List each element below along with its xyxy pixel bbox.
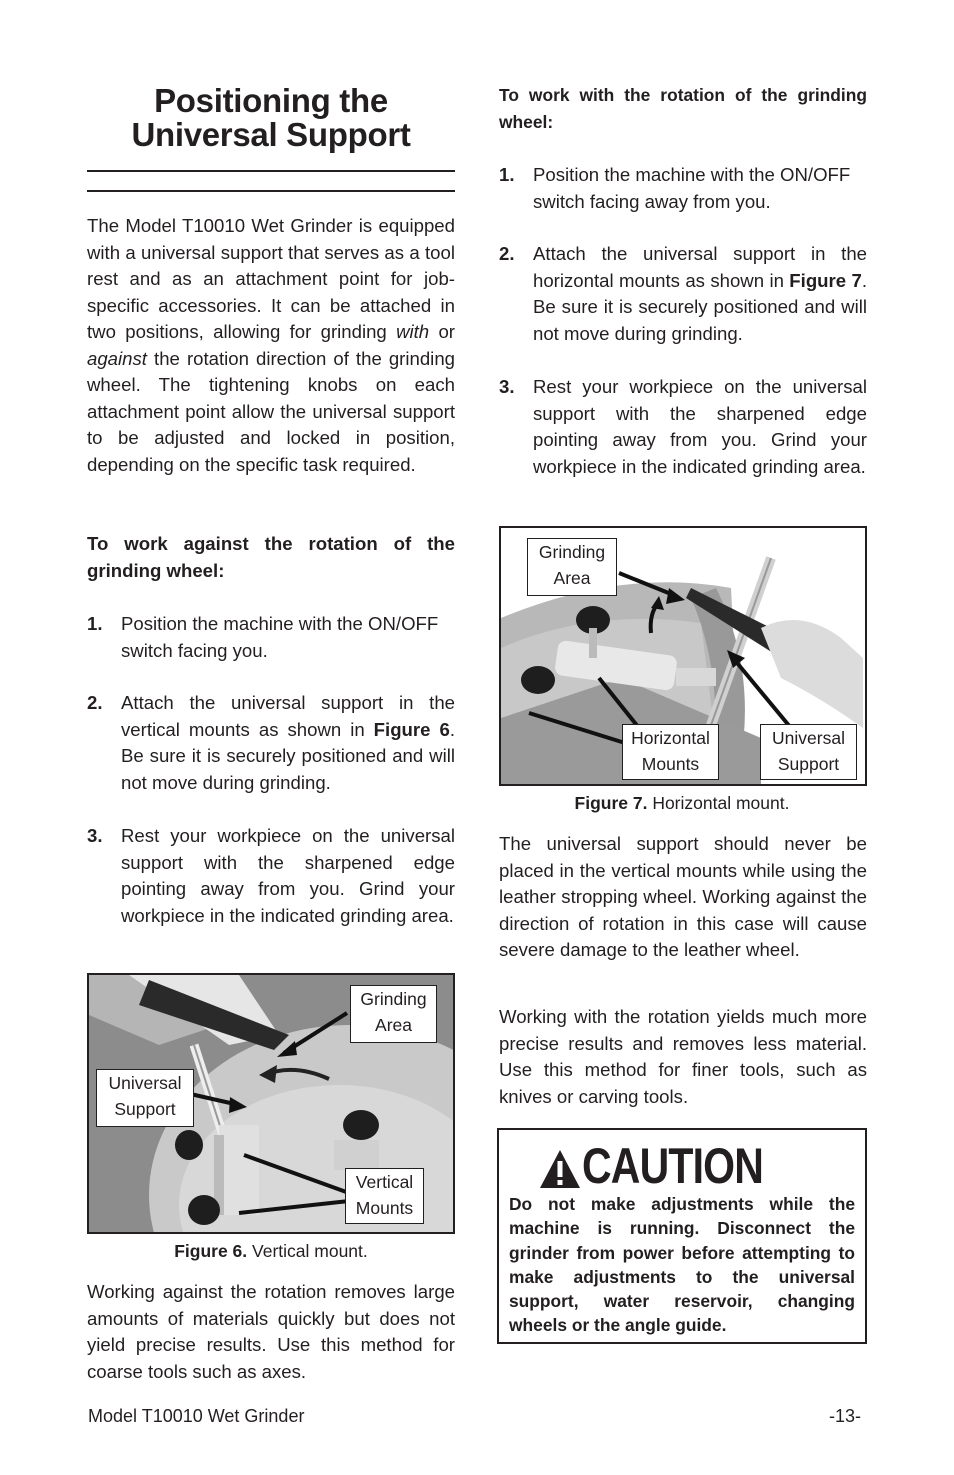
figure-7-photo <box>499 526 867 786</box>
warning-triangle-icon <box>539 1148 581 1190</box>
callout-universal-support: Universal Support <box>96 1069 194 1127</box>
figure-6-photo <box>87 973 455 1234</box>
caution-text: Do not make adjustments while the machine is running. Disconnect the grinder from power before attempting to make adjustments to the universal support, water reservoir, changing wheels or the angle guide. <box>509 1194 855 1336</box>
intro-paragraph: The Model T10010 Wet Grinder is equipped with a universal support that serves as a tool rest and as an attachment point for job-specific accessories. It can be attached in two positions, allowing for grinding with or against the rotation direction of the grinding wheel. The tightening knobs on each attachment point allow the universal support to be adjusted and locked in position, depending on the specific task required. <box>87 215 455 475</box>
against-heading: To work against the rotation of the grinding wheel: <box>87 533 455 581</box>
figure-7-caption: Figure 7. Horizontal mount. <box>574 793 790 813</box>
footer-page-number: -13- <box>829 1406 862 1426</box>
title-rule-bottom <box>87 190 455 192</box>
against-summary: Working against the rotation removes large amounts of materials quickly but does not yield precise results. Use this method for coarse tools such as axes. <box>87 1281 455 1382</box>
page-title: Positioning the Universal Support <box>131 82 411 153</box>
leather-wheel-warning: The universal support should never be placed in the vertical mounts while using the leather stropping wheel. Working against the direction of rotation in this case will cause severe damage to the leather wheel. <box>499 833 867 960</box>
callout-grinding-area-7: Grinding Area <box>527 538 617 596</box>
callout-vertical-mounts: Vertical Mounts <box>345 1168 424 1224</box>
caution-box <box>497 1128 867 1344</box>
figure-6-caption: Figure 6. Vertical mount. <box>174 1241 368 1261</box>
callout-grinding-area: Grinding Area <box>350 985 437 1043</box>
callout-horizontal-mounts: Horizontal Mounts <box>622 724 719 780</box>
title-rule-top <box>87 170 455 172</box>
caution-title: CAUTION <box>582 1138 764 1194</box>
footer-model: Model T10010 Wet Grinder <box>88 1406 305 1426</box>
with-heading: To work with the rotation of the grinding wheel: <box>499 85 867 132</box>
callout-universal-support-7: Universal Support <box>760 724 857 780</box>
with-summary: Working with the rotation yields much more precise results and removes less material. Use this method for finer tools, such as knives or carving tools. <box>499 1006 867 1107</box>
